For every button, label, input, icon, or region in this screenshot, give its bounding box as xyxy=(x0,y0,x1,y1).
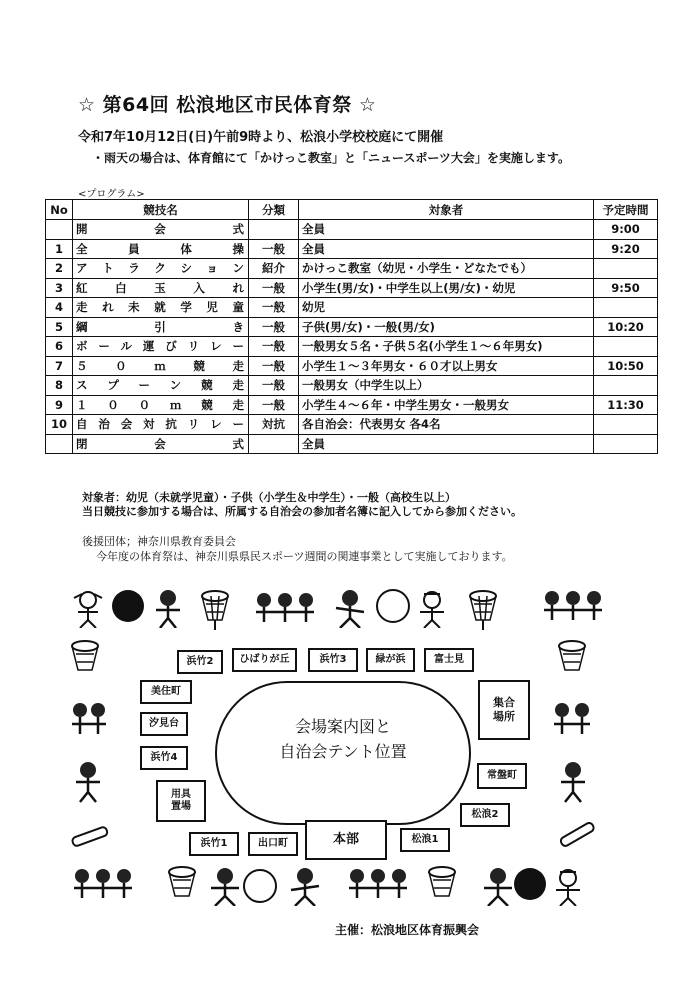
table-header-row xyxy=(46,200,658,220)
tent-honbu: 本部 xyxy=(305,820,387,860)
row-event: 自治会対抗リレー xyxy=(73,415,249,435)
kid-illustration xyxy=(148,588,188,628)
table-row xyxy=(46,278,658,298)
row-time xyxy=(594,259,658,279)
kids-group-illustration xyxy=(252,590,318,628)
row-target: 子供(男/女)・一般(男/女) xyxy=(299,317,594,337)
row-target: 一般男女５名・子供５名(小学生１～６年男女) xyxy=(299,337,594,357)
tent-midorigahama: 緑が浜 xyxy=(366,648,415,672)
row-time xyxy=(594,434,658,454)
kids-group-illustration xyxy=(540,588,606,626)
kid-illustration xyxy=(68,588,108,628)
row-time xyxy=(594,298,658,318)
sponsor-note: 後援団体；神奈川県教育委員会 xyxy=(82,535,236,548)
event-datetime: 令和7年10月12日(日)午前9時より、松浪小学校校庭にて開催 xyxy=(78,130,444,145)
row-no: 1 xyxy=(46,239,73,259)
kids-group-illustration xyxy=(68,700,108,742)
table-row xyxy=(46,298,658,318)
row-no xyxy=(46,434,73,454)
tent-matsunami1: 松浪1 xyxy=(400,828,450,852)
row-category xyxy=(249,220,299,240)
assembly-area-line1: 集合 xyxy=(493,696,515,710)
table-row xyxy=(46,395,658,415)
assembly-area-line2: 場所 xyxy=(493,710,515,723)
kids-group-illustration xyxy=(70,866,136,904)
row-no: 3 xyxy=(46,278,73,298)
row-category: 一般 xyxy=(249,337,299,357)
black-ball-icon xyxy=(110,588,146,624)
row-category: 一般 xyxy=(249,356,299,376)
table-row xyxy=(46,376,658,396)
table-row xyxy=(46,337,658,357)
tent-fujimi: 富士見 xyxy=(424,648,474,672)
row-event: 綱引き xyxy=(73,317,249,337)
basket-icon xyxy=(198,590,232,630)
program-table-body xyxy=(46,220,658,454)
program-label: <プログラム> xyxy=(78,189,145,200)
row-category: 対抗 xyxy=(249,415,299,435)
baton-icon xyxy=(68,822,112,852)
row-time xyxy=(594,376,658,396)
table-row xyxy=(46,259,658,279)
kid-illustration xyxy=(330,588,370,628)
row-target: 一般男女（中学生以上） xyxy=(299,376,594,396)
basket-icon xyxy=(555,640,589,680)
equipment-area-line2: 置場 xyxy=(171,801,191,812)
tent-shiomidai: 汐見台 xyxy=(140,712,188,736)
row-category: 紹介 xyxy=(249,259,299,279)
white-ball-icon xyxy=(242,868,278,904)
row-category: 一般 xyxy=(249,239,299,259)
row-time: 11:30 xyxy=(594,395,658,415)
row-no xyxy=(46,220,73,240)
row-no: 5 xyxy=(46,317,73,337)
row-event: ボール運びリレー xyxy=(73,337,249,357)
row-no: 7 xyxy=(46,356,73,376)
row-no: 2 xyxy=(46,259,73,279)
map-title-line1: 会場案内図と xyxy=(294,717,391,736)
row-target: 幼児 xyxy=(299,298,594,318)
table-row xyxy=(46,317,658,337)
kid-illustration xyxy=(70,760,106,804)
organizer: 主催：松浪地区体育振興会 xyxy=(335,923,480,937)
column-header-target: 対象者 xyxy=(299,200,594,220)
row-no: 10 xyxy=(46,415,73,435)
column-header-event: 競技名 xyxy=(73,200,249,220)
table-row xyxy=(46,356,658,376)
tent-hibarigaoka: ひばりが丘 xyxy=(232,648,297,672)
row-category: 一般 xyxy=(249,278,299,298)
kids-group-illustration xyxy=(550,700,594,742)
row-category xyxy=(249,434,299,454)
row-target: 全員 xyxy=(299,239,594,259)
basket-icon xyxy=(68,640,102,680)
kid-illustration xyxy=(548,866,588,906)
row-time: 10:20 xyxy=(594,317,658,337)
row-target: かけっこ教室（幼児・小学生・どなたでも） xyxy=(299,259,594,279)
row-event: 走れ未就学児童 xyxy=(73,298,249,318)
baton-icon xyxy=(555,818,599,852)
kid-illustration xyxy=(205,866,245,906)
row-event: １００ｍ競走 xyxy=(73,395,249,415)
tent-misumicho: 美住町 xyxy=(140,680,192,704)
row-time xyxy=(594,337,658,357)
equipment-area xyxy=(156,780,206,822)
table-row xyxy=(46,220,658,240)
row-no: 8 xyxy=(46,376,73,396)
page-title: ☆ 第64回 松浪地区市民体育祭 ☆ xyxy=(78,94,377,116)
table-row xyxy=(46,434,658,454)
row-target: 全員 xyxy=(299,220,594,240)
tent-matsunami2: 松浪2 xyxy=(460,803,510,827)
kids-group-illustration xyxy=(345,866,411,904)
row-time: 9:50 xyxy=(594,278,658,298)
row-target: 小学生(男/女)・中学生以上(男/女)・幼児 xyxy=(299,278,594,298)
tent-hamatake2: 浜竹2 xyxy=(177,650,223,674)
row-target: 小学生４～６年・中学生男女・一般男女 xyxy=(299,395,594,415)
kid-illustration xyxy=(555,760,591,804)
row-no: 4 xyxy=(46,298,73,318)
row-event: アトラクション xyxy=(73,259,249,279)
same-day-entry-note: 当日競技に参加する場合は、所属する自治会の参加者名簿に記入してから参加ください。 xyxy=(82,505,522,518)
table-row xyxy=(46,415,658,435)
row-no: 6 xyxy=(46,337,73,357)
row-category: 一般 xyxy=(249,376,299,396)
row-event: スプーン競走 xyxy=(73,376,249,396)
tent-hamatake4: 浜竹4 xyxy=(140,746,188,770)
rain-note: ・雨天の場合は、体育館にて「かけっこ教室」と「ニュースポーツ大会」を実施します。 xyxy=(92,151,570,165)
tent-deguchicho: 出口町 xyxy=(248,832,298,856)
row-event: 閉会式 xyxy=(73,434,249,454)
row-event: 開会式 xyxy=(73,220,249,240)
row-time: 10:50 xyxy=(594,356,658,376)
map-title xyxy=(215,715,471,765)
row-target: 全員 xyxy=(299,434,594,454)
assembly-area xyxy=(478,680,530,740)
table-row xyxy=(46,239,658,259)
row-event: ５０ｍ競走 xyxy=(73,356,249,376)
basket-icon xyxy=(165,866,199,906)
column-header-category: 分類 xyxy=(249,200,299,220)
basket-icon xyxy=(466,590,500,630)
target-definitions: 対象者：幼児（未就学児童）・子供（小学生＆中学生）・一般（高校生以上） xyxy=(82,491,456,504)
tent-hamatake1: 浜竹1 xyxy=(189,832,239,856)
row-time: 9:00 xyxy=(594,220,658,240)
column-header-time: 予定時間 xyxy=(594,200,658,220)
row-no: 9 xyxy=(46,395,73,415)
kid-illustration xyxy=(285,866,325,906)
map-title-line2: 自治会テント位置 xyxy=(279,741,407,761)
white-ball-icon xyxy=(375,588,411,624)
row-target: 小学生１～３年男女・６０才以上男女 xyxy=(299,356,594,376)
row-event: 紅白玉入れ xyxy=(73,278,249,298)
row-target: 各自治会：代表男女 各4名 xyxy=(299,415,594,435)
row-category: 一般 xyxy=(249,298,299,318)
kid-illustration xyxy=(412,588,452,628)
black-ball-icon xyxy=(512,866,548,902)
program-table xyxy=(45,199,658,454)
sports-week-note: 今年度の体育祭は、神奈川県県民スポーツ週間の関連事業として実施しております。 xyxy=(96,550,513,563)
basket-icon xyxy=(425,866,459,906)
row-event: 全員体操 xyxy=(73,239,249,259)
tent-hamatake3: 浜竹3 xyxy=(308,648,358,672)
row-category: 一般 xyxy=(249,317,299,337)
tent-tokiwacho: 常盤町 xyxy=(477,763,527,789)
column-header-no: No xyxy=(46,200,73,220)
row-category: 一般 xyxy=(249,395,299,415)
row-time xyxy=(594,415,658,435)
row-time: 9:20 xyxy=(594,239,658,259)
equipment-area-line1: 用具 xyxy=(171,788,191,800)
